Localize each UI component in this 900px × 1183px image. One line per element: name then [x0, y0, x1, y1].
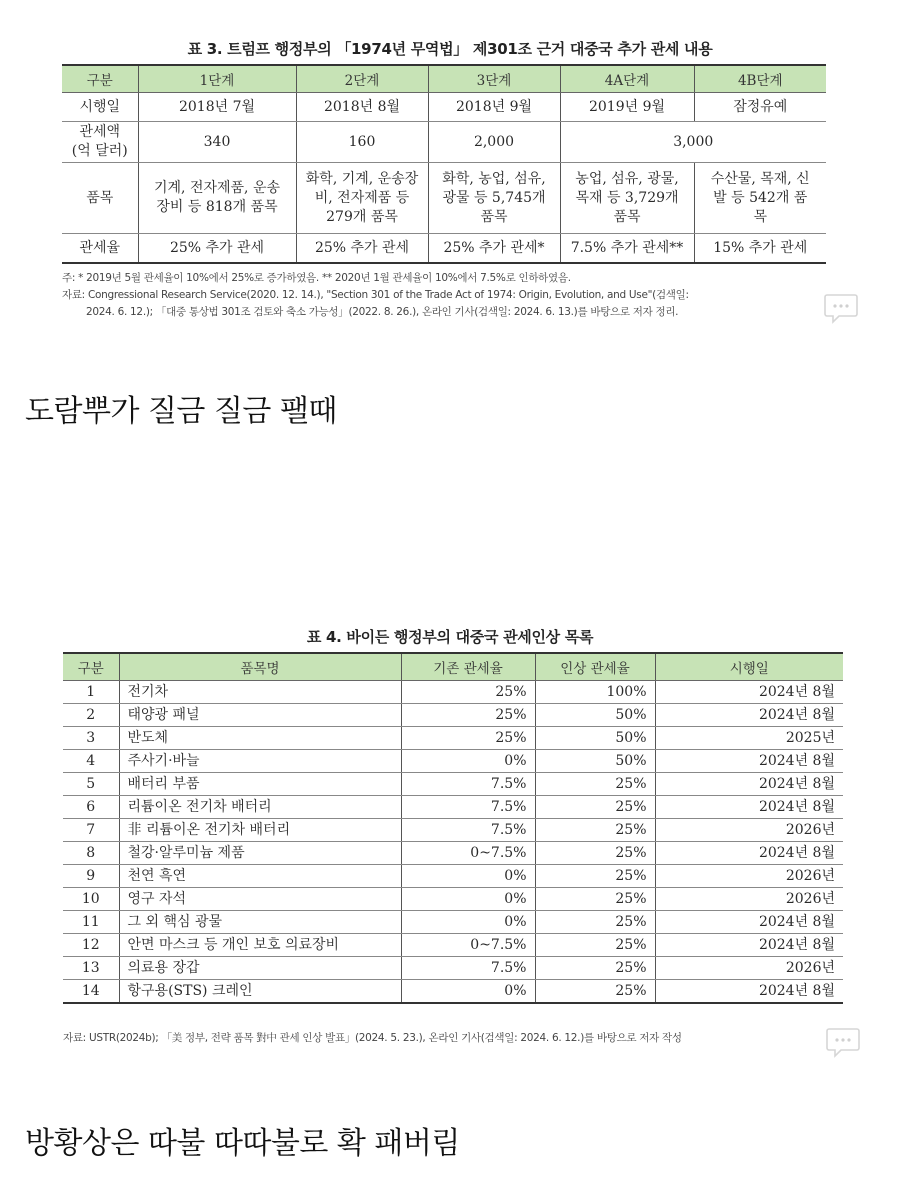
row-number: 12	[63, 934, 119, 957]
table3-row-amount	[62, 122, 826, 163]
row-number: 14	[81, 982, 100, 999]
effective-date: 2024년 8월	[655, 911, 843, 934]
old-rate: 25%	[401, 681, 535, 704]
effective-date: 2024년 8월	[655, 796, 843, 819]
row-number: 11	[63, 911, 119, 934]
table-row	[63, 796, 843, 819]
new-rate: 25%	[535, 842, 655, 865]
cell: 기계, 전자제품, 운송장비 등 818개 품목	[138, 163, 296, 234]
comment-bubble-icon	[823, 292, 859, 326]
table-row	[63, 957, 843, 980]
row-number: 8	[63, 842, 119, 865]
row-number: 3	[63, 727, 119, 750]
cell: 화학, 농업, 섬유, 광물 등 5,745개 품목	[428, 163, 560, 234]
row-label-line1: 관세액	[79, 124, 121, 140]
new-rate: 50%	[535, 704, 655, 727]
old-rate: 0~7.5%	[401, 842, 535, 865]
item-name: 의료용 장갑	[119, 957, 401, 980]
effective-date: 2024년 8월	[655, 980, 843, 1004]
table4-header: 구분	[63, 653, 119, 681]
item-name: 非 리튬이온 전기차 배터리	[119, 819, 401, 842]
cell: 2018년 8월	[296, 93, 428, 122]
new-rate: 25%	[535, 796, 655, 819]
table3-row-rate	[62, 234, 826, 264]
old-rate: 25%	[401, 704, 535, 727]
old-rate: 0%	[401, 980, 535, 1004]
row-number: 5	[63, 773, 119, 796]
old-rate: 7.5%	[401, 957, 535, 980]
effective-date: 2024년 8월	[655, 934, 843, 957]
table3-row-date	[62, 93, 826, 122]
cell: 160	[296, 122, 428, 163]
cell: 25% 추가 관세	[296, 234, 428, 264]
table4	[63, 652, 843, 1004]
table3-source-line2: 2024. 6. 12.); 「대중 통상법 301조 검토와 축소 가능성」(2022. 8. 26.), 온라인 기사(검색일: 2024. 6. 13.)를 바탕으로 저자 정리.	[86, 306, 679, 318]
item-name: 전기차	[119, 681, 401, 704]
old-rate: 25%	[401, 727, 535, 750]
new-rate: 50%	[535, 727, 655, 750]
item-name: 항구용(STS) 크레인	[119, 980, 401, 1004]
effective-date: 2026년	[655, 888, 843, 911]
cell: 25% 추가 관세*	[428, 234, 560, 264]
table-row	[63, 750, 843, 773]
table-row	[63, 727, 843, 750]
table3-title: 표 3. 트럼프 행정부의 「1974년 무역법」 제301조 근거 대중국 추가 관세 내용	[187, 40, 713, 58]
cell: 340	[138, 122, 296, 163]
item-name: 안면 마스크 등 개인 보호 의료장비	[119, 934, 401, 957]
table3-header: 구분	[62, 65, 138, 93]
item-name: 철강·알루미늄 제품	[119, 842, 401, 865]
table-row	[63, 773, 843, 796]
table-row	[63, 842, 843, 865]
new-rate: 25%	[535, 980, 655, 1004]
table-row	[63, 704, 843, 727]
cell: 농업, 섬유, 광물, 목재 등 3,729개 품목	[560, 163, 694, 234]
table-row	[63, 888, 843, 911]
new-rate: 100%	[535, 681, 655, 704]
effective-date: 2024년 8월	[655, 773, 843, 796]
table-row	[63, 681, 843, 704]
post-text-1: 도람뿌가 질금 질금 팰때	[25, 394, 337, 429]
effective-date: 2026년	[655, 957, 843, 980]
old-rate: 7.5%	[401, 819, 535, 842]
new-rate: 25%	[535, 865, 655, 888]
table3-header: 4B단계	[694, 65, 826, 93]
cell: 2018년 7월	[138, 93, 296, 122]
new-rate: 25%	[535, 934, 655, 957]
cell: 잠정유예	[694, 93, 826, 122]
table3-notes	[62, 270, 832, 321]
table4-header: 기존 관세율	[401, 653, 535, 681]
effective-date: 2026년	[655, 819, 843, 842]
table3	[62, 64, 826, 264]
table4-header-row	[63, 653, 843, 681]
table4-header: 인상 관세율	[535, 653, 655, 681]
comment-button[interactable]	[823, 292, 859, 326]
table-row	[63, 980, 843, 1004]
item-name: 리튬이온 전기차 배터리	[119, 796, 401, 819]
cell: 2019년 9월	[560, 93, 694, 122]
row-number: 7	[63, 819, 119, 842]
row-number: 13	[63, 957, 119, 980]
row-number: 2	[63, 704, 119, 727]
cell: 25% 추가 관세	[138, 234, 296, 264]
item-name: 반도체	[119, 727, 401, 750]
row-label	[62, 122, 138, 163]
item-name: 천연 흑연	[119, 865, 401, 888]
new-rate: 25%	[535, 819, 655, 842]
row-number: 1	[63, 681, 119, 704]
item-name: 태양광 패널	[119, 704, 401, 727]
table4-source: 자료: USTR(2024b); 「美 정부, 전략 품목 對中 관세 인상 발표」(2024. 5. 23.), 온라인 기사(검색일: 2024. 6. 12.)를 바탕으로 저자 작성	[63, 1032, 682, 1044]
table-row	[63, 934, 843, 957]
row-label: 시행일	[62, 93, 138, 122]
cell: 수산물, 목재, 신발 등 542개 품목	[694, 163, 826, 234]
old-rate: 0%	[401, 750, 535, 773]
row-number: 9	[63, 865, 119, 888]
item-name: 주사기·바늘	[119, 750, 401, 773]
new-rate: 25%	[535, 957, 655, 980]
old-rate: 0%	[401, 911, 535, 934]
effective-date: 2024년 8월	[655, 842, 843, 865]
item-name: 영구 자석	[119, 888, 401, 911]
row-label: 관세율	[79, 239, 121, 256]
table3-header-row	[62, 65, 826, 93]
cell-merged: 3,000	[560, 122, 826, 163]
effective-date: 2025년	[655, 727, 843, 750]
row-label: 품목	[62, 163, 138, 234]
table4-header: 품목명	[119, 653, 401, 681]
new-rate: 25%	[535, 911, 655, 934]
table3-header: 1단계	[138, 65, 296, 93]
table3-header: 2단계	[296, 65, 428, 93]
cell: 2018년 9월	[428, 93, 560, 122]
table-row	[63, 819, 843, 842]
old-rate: 7.5%	[401, 773, 535, 796]
table3-header: 3단계	[428, 65, 560, 93]
effective-date: 2024년 8월	[655, 750, 843, 773]
table-row	[63, 911, 843, 934]
new-rate: 50%	[535, 750, 655, 773]
old-rate: 7.5%	[401, 796, 535, 819]
cell: 2,000	[428, 122, 560, 163]
comment-button[interactable]	[825, 1026, 861, 1060]
item-name: 배터리 부품	[119, 773, 401, 796]
row-number: 10	[63, 888, 119, 911]
cell: 15% 추가 관세	[694, 234, 826, 264]
table3-header: 4A단계	[560, 65, 694, 93]
table4-header: 시행일	[655, 653, 843, 681]
table3-footnote: 주: * 2019년 5월 관세율이 10%에서 25%로 증가하였음. ** 2020년 1월 관세율이 10%에서 7.5%로 인하하였음.	[62, 272, 571, 284]
effective-date: 2024년 8월	[655, 681, 843, 704]
effective-date: 2024년 8월	[655, 704, 843, 727]
new-rate: 25%	[535, 773, 655, 796]
row-number: 6	[63, 796, 119, 819]
table3-source-line1: 자료: Congressional Research Service(2020. 12. 14.), "Section 301 of the Trade Act of 1974: Origin, Evolution, and Use"(검색일:	[62, 289, 689, 301]
table-row	[63, 865, 843, 888]
item-name: 그 외 핵심 광물	[119, 911, 401, 934]
effective-date: 2026년	[655, 865, 843, 888]
post-text-2: 방황상은 따불 따따불로 확 패버림	[25, 1126, 460, 1161]
old-rate: 0%	[401, 888, 535, 911]
old-rate: 0~7.5%	[401, 934, 535, 957]
comment-bubble-icon	[825, 1026, 861, 1060]
row-number: 4	[63, 750, 119, 773]
cell: 7.5% 추가 관세**	[560, 234, 694, 264]
row-label-line2: (억 달러)	[71, 143, 128, 159]
cell: 화학, 기계, 운송장비, 전자제품 등 279개 품목	[296, 163, 428, 234]
table3-figure	[0, 0, 900, 340]
table4-title: 표 4. 바이든 행정부의 대중국 관세인상 목록	[306, 628, 594, 646]
new-rate: 25%	[535, 888, 655, 911]
table3-row-items	[62, 163, 826, 234]
old-rate: 0%	[401, 865, 535, 888]
